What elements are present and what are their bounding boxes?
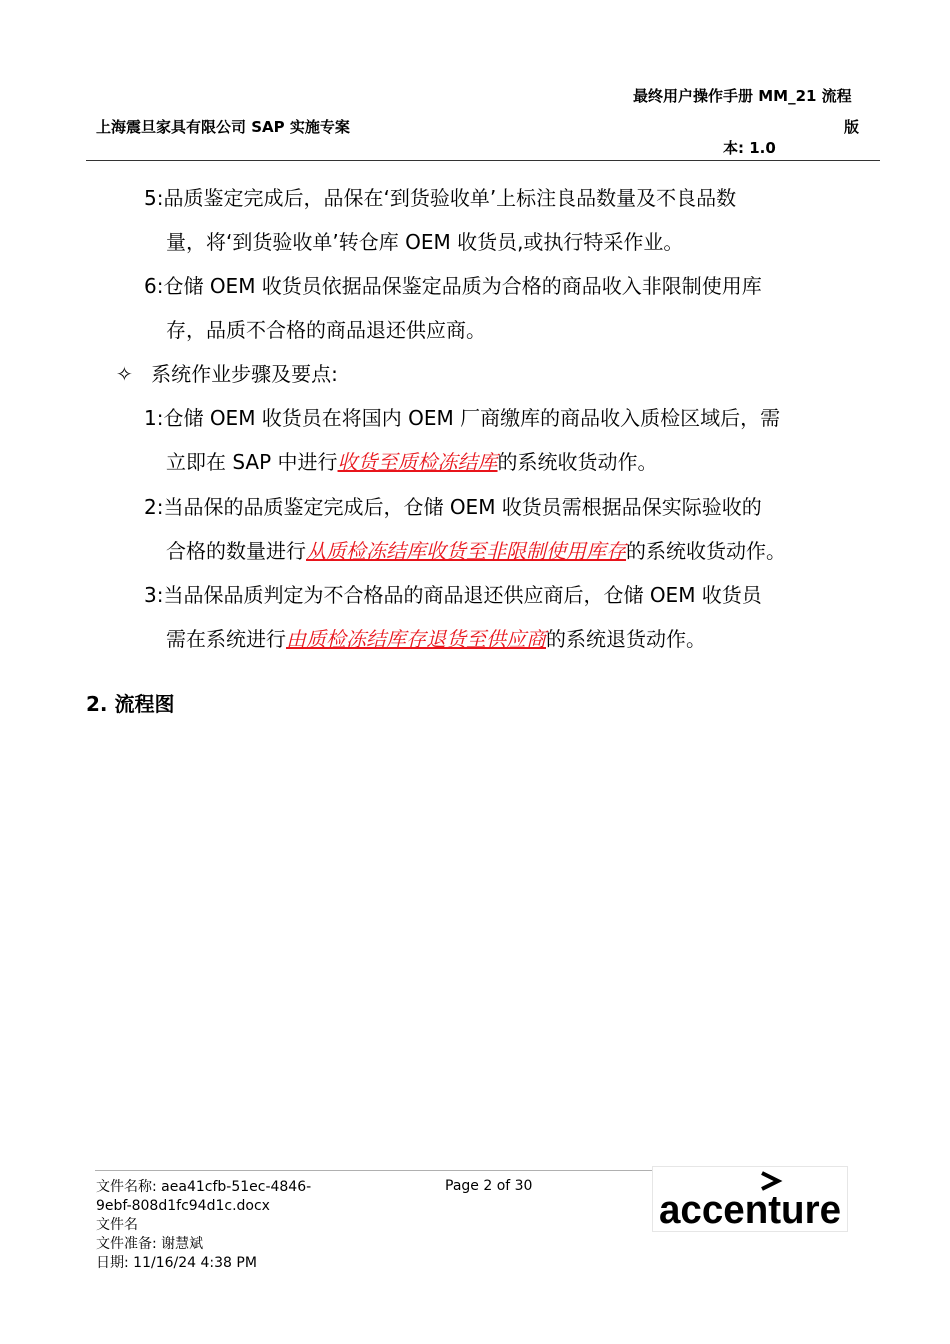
sys-step-3-line-1: 3:当品保品质判定为不合格品的商品退还供应商后，仓储 OEM 收货员 bbox=[144, 583, 762, 607]
sys-step-2-text-post: 的系统收货动作。 bbox=[626, 539, 786, 563]
header-manual-title: 最终用户操作手册 MM_21 流程 bbox=[633, 87, 852, 105]
step-5-line-1: 5:品质鉴定完成后，品保在‘到货验收单’上标注良品数量及不良品数 bbox=[144, 186, 737, 210]
sys-step-3-line-2 bbox=[166, 617, 706, 661]
sys-step-3-text-pre: 需在系统进行 bbox=[166, 627, 286, 651]
footer-date: 日期: 11/16/24 4:38 PM bbox=[96, 1255, 257, 1271]
sys-step-1-text-pre: 立即在 SAP 中进行 bbox=[166, 450, 338, 474]
section-2-heading: 2. 流程图 bbox=[86, 692, 175, 716]
footer-divider bbox=[95, 1170, 743, 1171]
system-section-title: 系统作业步骤及要点: bbox=[151, 362, 338, 386]
accenture-logo-text: accenture bbox=[659, 1188, 841, 1232]
sys-step-1-line-2 bbox=[166, 440, 658, 484]
accenture-logo bbox=[652, 1166, 848, 1232]
sys-step-2-line-1: 2:当品保的品质鉴定完成后，仓储 OEM 收货员需根据品保实际验收的 bbox=[144, 495, 762, 519]
sys-step-1-line-1: 1:仓储 OEM 收货员在将国内 OEM 厂商缴库的商品收入质检区域后，需 bbox=[144, 406, 781, 430]
step-6-line-2: 存，品质不合格的商品退还供应商。 bbox=[166, 318, 486, 342]
sys-step-2-line-2 bbox=[166, 529, 786, 573]
footer-filename-line-1: 文件名称: aea41cfb-51ec-4846- bbox=[96, 1179, 312, 1195]
header-divider bbox=[86, 160, 880, 161]
step-6-line-1: 6:仓储 OEM 收货员依据品保鉴定品质为合格的商品收入非限制使用库 bbox=[144, 274, 762, 298]
header-manual-title-cont: 版 bbox=[844, 118, 860, 136]
footer-filename-line-2: 9ebf-808d1fc94d1c.docx bbox=[96, 1198, 270, 1214]
link-qi-to-unrestricted-stock[interactable]: 从质检冻结库收货至非限制使用库存 bbox=[306, 539, 626, 563]
header-version: 本: 1.0 bbox=[723, 139, 776, 157]
link-receive-to-qi-stock[interactable]: 收货至质检冻结库 bbox=[337, 450, 498, 474]
sys-step-1-text-post: 的系统收货动作。 bbox=[497, 450, 658, 474]
footer-filename-line-3: 文件名 bbox=[96, 1217, 138, 1233]
sys-step-2-text-pre: 合格的数量进行 bbox=[166, 539, 306, 563]
system-section-heading bbox=[116, 352, 338, 396]
header-company-name: 上海震旦家具有限公司 SAP 实施专案 bbox=[96, 118, 350, 136]
diamond-bullet-icon: ✧ bbox=[116, 362, 133, 386]
footer-page-number: Page 2 of 30 bbox=[445, 1178, 533, 1194]
step-5-line-2: 量，将‘到货验收单’转仓库 OEM 收货员,或执行特采作业。 bbox=[166, 230, 684, 254]
footer-preparer: 文件准备: 谢慧斌 bbox=[96, 1236, 204, 1252]
link-qi-return-to-vendor[interactable]: 由质检冻结库存退货至供应商 bbox=[286, 627, 546, 651]
sys-step-3-text-post: 的系统退货动作。 bbox=[546, 627, 706, 651]
footer-file-info bbox=[96, 1178, 311, 1273]
